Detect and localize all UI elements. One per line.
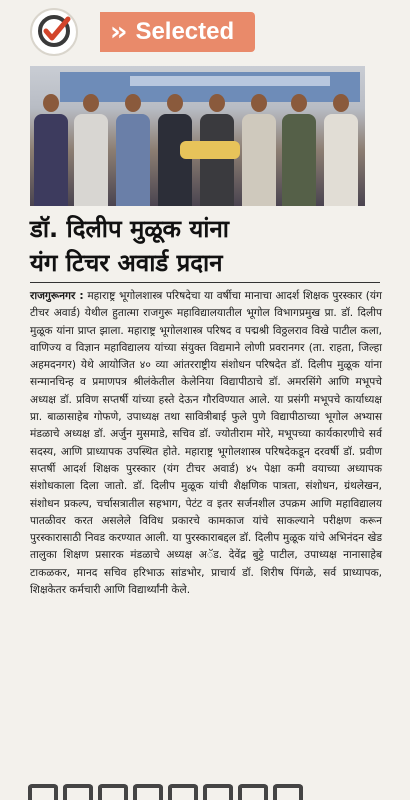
article-text: महाराष्ट्र भूगोलशास्त्र परिषदेचा या वर्षीचा मानाचा आदर्श शिक्षक पुरस्कार (यंग टीचर अवार्ड) येथील हुतात्मा राजगुरू महाविद्यालयातील भूगोल विभागप्रमुख प्रा. डॉ. दिलीप मुळूक यांना प्राप्त झाला. महाराष्ट्र भूगोलशास्त्र परिषद व पद्मश्री विठ्ठलराव विखे पाटील कला, वाणिज्य व विज्ञान महाविद्यालय यांच्या संयुक्त विद्यमाने लोणी प्रवरानगर (ता. राहता, जिल्हा अहमदनगर) येथे आयोजित ४० व्या आंतरराष्ट्रीय संशोधन परिषदेत डॉ. दिलीप मुळूक यांना सन्मानचिन्ह व प्रमाणपत्र श्रीलंकेतील केलेनिया विद्यापीठाचे डॉ. अमरसिंगे आणि मभूपचे अध्यक्ष डॉ. प्रविण सप्तर्षी यांच्या हस्ते देऊन गौरविण्यात आले. या प्रसंगी मभूपचे कार्याध्यक्ष प्रा. बाळासाहेब गोफणे, उपाध्यक्ष तथा सावित्रीबाई फुले पुणे विद्यापीठाच्या भूगोल अभ्यास मंडळाचे अध्यक्ष डॉ. अर्जुन मुसमाडे, सचिव डॉ. ज्योतीराम मोरे, मभूपच्या कार्यकारणीचे सर्व सदस्य, आणि प्राध्यापक उपस्थित होते. महाराष्ट्र भूगोलशास्त्र परिषदेकडून दरवर्षी डॉ. प्रवीण सप्तर्षी आदर्श शिक्षक पुरस्कार (यंग टीचर अवार्ड) ४५ पेक्षा कमी वयाच्या अध्यापक संशोधकाला दिला जातो. डॉ. दिलीप मुळूक यांची शैक्षणिक पात्रता, संशोधन, ग्रंथलेखन, संशोधन प्रकल्प, चर्चासत्रातील सहभाग, पेटंट व इतर सर्जनशील उपक्रम आणि महाविद्यालय पातळीवर करत असलेले विविध प्रकारचे कामकाज यांचे साकल्याने परीक्षण करून पुरस्कारासाठी निवड करण्यात आली. या पुरस्काराबद्दल डॉ. दिलीप मुळूक यांचे अभिनंदन खेड तालुका शिक्षण प्रसारक मंडळाचे अध्यक्ष अॅड. देवेंद्र बुट्टे पाटील, उपाध्यक्ष नानासाहेब टाकळकर, मानद सचिव हरिभाऊ सांडभोर, प्राचार्य डॉ. शिरीष पिंगळे, सर्व प्राध्यापक, शिक्षकेतर कर्मचारी आणि विद्यार्थ्यांनी केले. bbox=[30, 290, 383, 597]
award-ceremony-photo bbox=[30, 66, 365, 206]
check-circle-icon bbox=[30, 8, 78, 56]
photo-person bbox=[242, 94, 276, 206]
double-chevron-right-icon: ›› bbox=[110, 17, 124, 47]
article-body bbox=[30, 288, 382, 778]
dateline: राजगुरूनगर : bbox=[30, 290, 84, 302]
article-headline bbox=[30, 212, 390, 280]
headline-line-1: डॉ. दिलीप मुळूक यांना bbox=[30, 215, 230, 243]
photo-person bbox=[282, 94, 316, 206]
photo-person bbox=[34, 94, 68, 206]
selected-label: Selected bbox=[135, 18, 235, 45]
divider bbox=[30, 282, 380, 283]
bouquet bbox=[180, 141, 240, 159]
headline-line-2: यंग टिचर अवार्ड प्रदान bbox=[30, 249, 223, 277]
photo-person bbox=[74, 94, 108, 206]
selected-badge bbox=[100, 12, 255, 52]
next-article-headline-fragment bbox=[28, 784, 328, 800]
photo-person bbox=[324, 94, 358, 206]
header-bar bbox=[0, 0, 410, 62]
photo-person bbox=[116, 94, 150, 206]
